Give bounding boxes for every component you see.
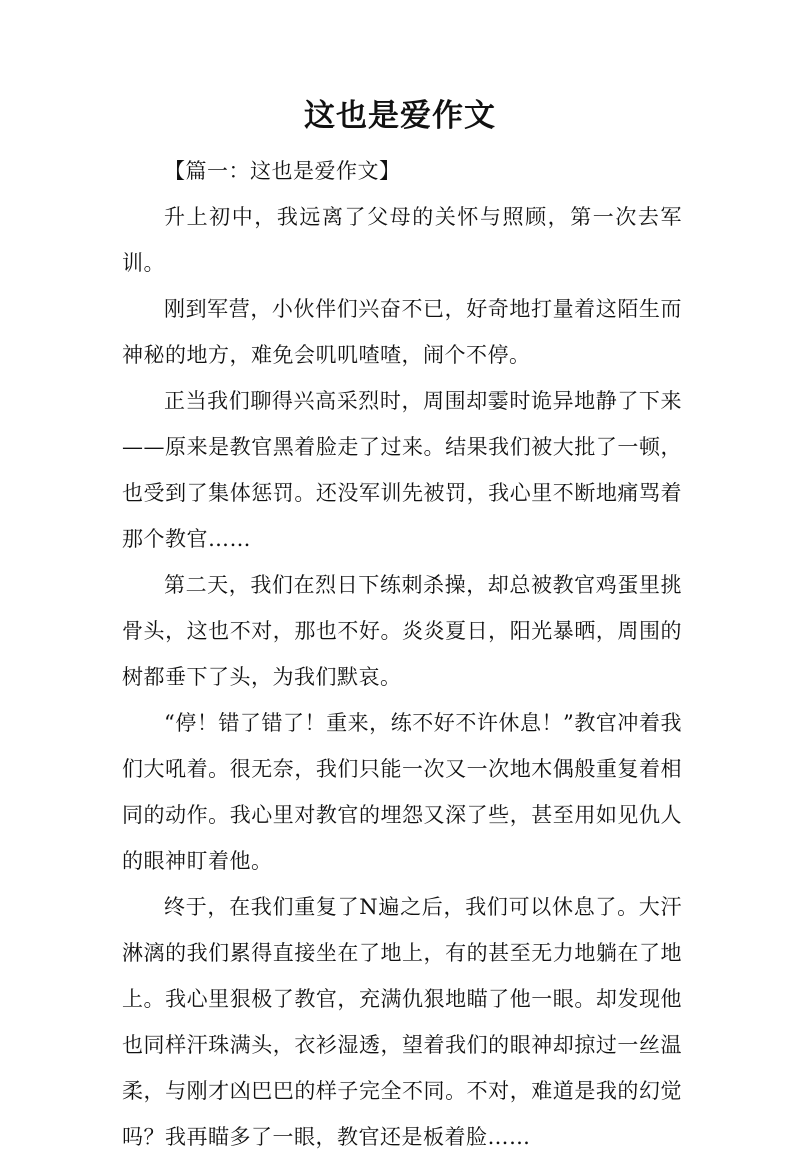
- paragraph-1: 升上初中，我远离了父母的关怀与照顾，第一次去军训。: [122, 205, 682, 275]
- document-title: 这也是爱作文: [304, 98, 496, 134]
- paragraph-3: 正当我们聊得兴高采烈时，周围却霎时诡异地静了下来——原来是教官黑着脸走了过来。结果我们被大批了一顿，也受到了集体惩罚。还没军训先被罚，我心里不断地痛骂着那个教官……: [122, 389, 682, 551]
- document-body: [122, 148, 682, 1160]
- paragraph-4: 第二天，我们在烈日下练刺杀操，却总被教官鸡蛋里挑骨头，这也不对，那也不好。炎炎夏日，阳光暴晒，周围的树都垂下了头，为我们默哀。: [122, 573, 682, 689]
- paragraph-6: 终于，在我们重复了N遍之后，我们可以休息了。大汗淋漓的我们累得直接坐在了地上，有的甚至无力地躺在了地上。我心里狠极了教官，充满仇狠地瞄了他一眼。却发现他也同样汗珠满头，衣衫湿透，望着我们的眼神却掠过一丝温柔，与刚才凶巴巴的样子完全不同。不对，难道是我的幻觉吗？我再瞄多了一眼，教官还是板着脸……: [122, 895, 682, 1149]
- paragraph-2: 刚到军营，小伙伴们兴奋不已，好奇地打量着这陌生而神秘的地方，难免会叽叽喳喳，闹个不停。: [122, 297, 682, 367]
- section-heading: 【篇一：这也是爱作文】: [164, 159, 401, 183]
- paragraph-5: “停！错了错了！重来，练不好不许休息！”教官冲着我们大吼着。很无奈，我们只能一次又一次地木偶般重复着相同的动作。我心里对教官的埋怨又深了些，甚至用如见仇人的眼神盯着他。: [122, 711, 682, 873]
